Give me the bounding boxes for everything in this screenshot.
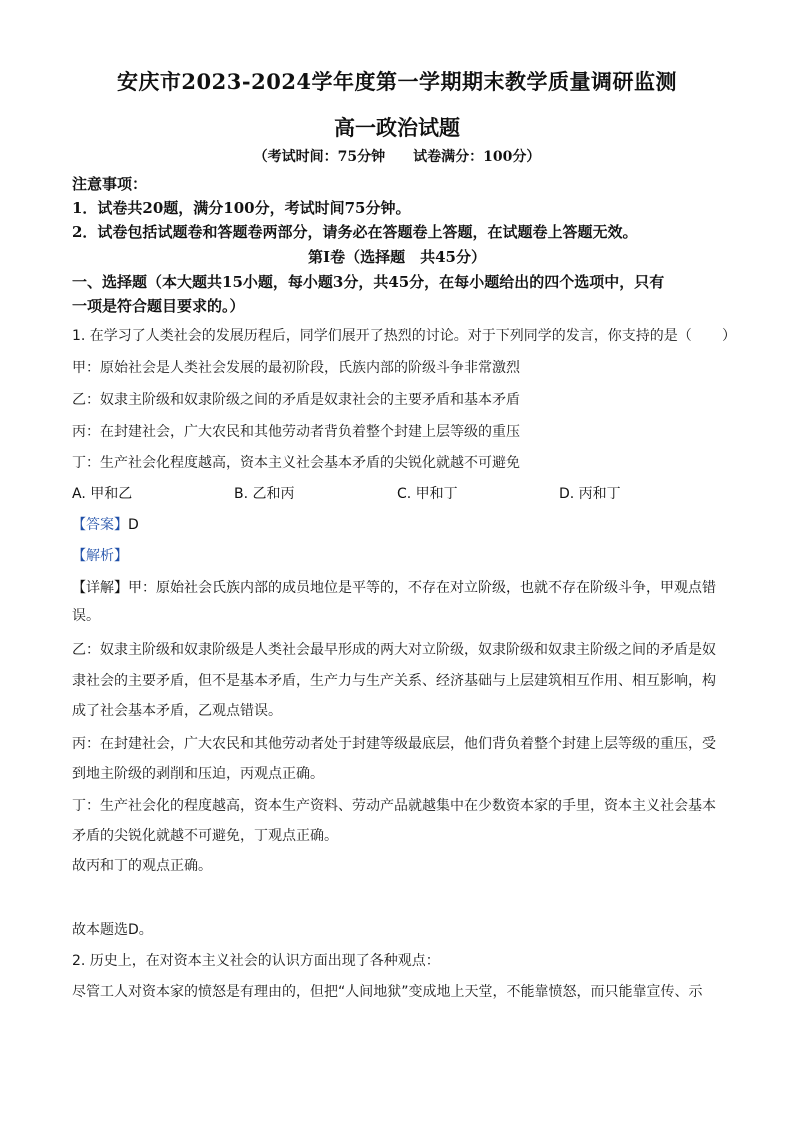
detail-1a: 甲：原始社会氏族内部的成员地位是平等的，不存在对立阶级，也就不存在阶级斗争，甲观点错 — [128, 580, 716, 596]
q1-statement-jia: 甲：原始社会是人类社会发展的最初阶段，氏族内部的阶级斗争非常激烈 — [72, 360, 520, 376]
q1-option-c: C. 甲和丁 — [397, 486, 458, 502]
notice-item-2: 2．试卷包括试题卷和答题卷两部分，请务必在答题卷上答题，在试题卷上答题无效。 — [72, 223, 638, 241]
answer-label: 【答案】 — [72, 517, 128, 533]
q1-detail-1 — [72, 577, 716, 597]
exam-title: 安庆市2023-2024学年度第一学期期末教学质量调研监测 — [116, 69, 678, 94]
q1-option-d: D. 丙和丁 — [559, 486, 621, 502]
q1-conclusion: 故本题选D。 — [72, 922, 153, 938]
q2-line-1: 尽管工人对资本家的愤怒是有理由的，但把“人间地狱”变成地上天堂，不能靠愤怒，而只能靠宣传、示 — [72, 984, 703, 1000]
q1-stem: 1. 在学习了人类社会的发展历程后，同学们展开了热烈的讨论。对于下列同学的发言，你支持的是（ — [72, 328, 692, 344]
q1-option-b: B. 乙和丙 — [234, 486, 295, 502]
q1-detail-5: 故丙和丁的观点正确。 — [72, 858, 212, 874]
q1-answer — [72, 514, 139, 534]
section-intro-line-2: 一项是符合题目要求的。） — [72, 297, 245, 315]
q1-detail-1b: 误。 — [72, 608, 100, 624]
q1-detail-2a: 乙：奴隶主阶级和奴隶阶级是人类社会最早形成的两大对立阶级，奴隶阶级和奴隶主阶级之间的矛盾是奴 — [72, 642, 716, 658]
detail-label: 【详解】 — [72, 580, 128, 596]
q1-statement-ding: 丁：生产社会化程度越高，资本主义社会基本矛盾的尖锐化就越不可避免 — [72, 455, 520, 471]
q1-statement-bing: 丙：在封建社会，广大农民和其他劳动者背负着整个封建上层等级的重压 — [72, 424, 520, 440]
section-title: 第Ⅰ卷（选择题 共45分） — [308, 248, 486, 266]
q1-detail-2b: 隶社会的主要矛盾，但不是基本矛盾，生产力与生产关系、经济基础与上层建筑相互作用、相互影响，构 — [72, 673, 716, 689]
q1-stem-close: ） — [722, 328, 736, 344]
q1-detail-2c: 成了社会基本矛盾，乙观点错误。 — [72, 703, 282, 719]
notice-heading: 注意事项： — [72, 175, 148, 193]
q1-detail-3a: 丙：在封建社会，广大农民和其他劳动者处于封建等级最底层，他们背负着整个封建上层等级的重压，受 — [72, 736, 716, 752]
exam-meta: （考试时间：75分钟 试卷满分：100分） — [253, 149, 541, 165]
q1-detail-4a: 丁：生产社会化的程度越高，资本生产资料、劳动产品就越集中在少数资本家的手里，资本主义社会基本 — [72, 798, 716, 814]
q1-statement-yi: 乙：奴隶主阶级和奴隶阶级之间的矛盾是奴隶社会的主要矛盾和基本矛盾 — [72, 392, 520, 408]
q1-detail-4b: 矛盾的尖锐化就越不可避免，丁观点正确。 — [72, 828, 338, 844]
notice-item-1: 1．试卷共20题，满分100分，考试时间75分钟。 — [72, 199, 411, 217]
q2-stem: 2. 历史上，在对资本主义社会的认识方面出现了各种观点： — [72, 953, 440, 969]
analysis-label: 【解析】 — [72, 548, 128, 564]
q1-option-a: A. 甲和乙 — [72, 486, 133, 502]
answer-value: D — [128, 517, 139, 533]
exam-subject: 高一政治试题 — [334, 115, 460, 140]
q1-analysis — [72, 545, 128, 565]
section-intro-line-1: 一、选择题（本大题共15小题，每小题3分，共45分，在每小题给出的四个选项中，只有 — [72, 273, 665, 291]
q1-detail-3b: 到地主阶级的剥削和压迫，丙观点正确。 — [72, 766, 324, 782]
